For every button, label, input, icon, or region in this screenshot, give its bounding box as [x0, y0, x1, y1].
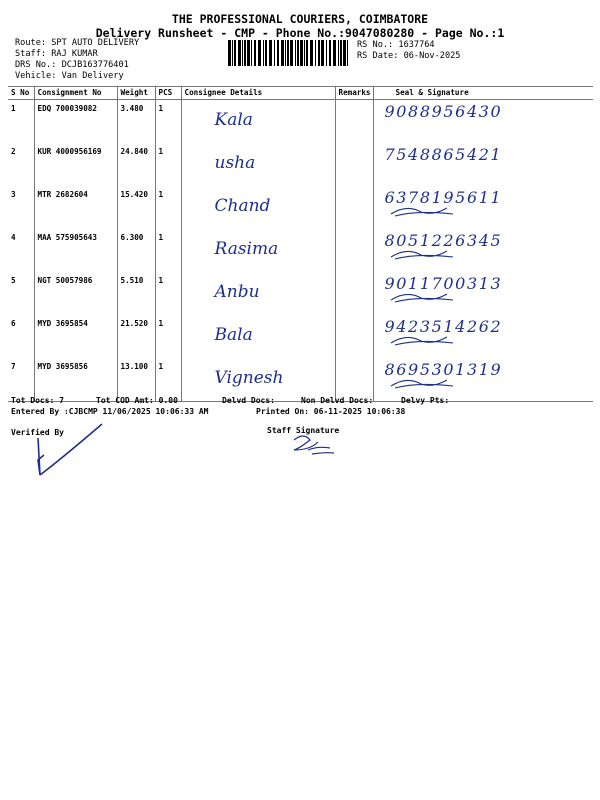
- barcode-bar: [232, 40, 233, 66]
- barcode-bar: [242, 40, 243, 66]
- row-consignee-signature-cell: [181, 100, 335, 144]
- table-row: [8, 315, 593, 358]
- table-row: [8, 229, 593, 272]
- row-pcs: 1: [155, 358, 181, 402]
- row-pcs: 1: [155, 272, 181, 315]
- row-seal-phone-cell: [373, 315, 593, 358]
- barcode-bar: [295, 40, 296, 66]
- barcode-bar: [329, 40, 331, 66]
- vehicle-label: Vehicle: Van Delivery: [15, 71, 124, 81]
- rs-number: RS No.: 1637764: [357, 40, 435, 50]
- row-seal-phone: 9088956430: [384, 102, 503, 121]
- row-seal-phone-cell: [373, 143, 593, 186]
- barcode-bar: [318, 40, 320, 66]
- entered-by: Entered By :CJBCMP 11/06/2025 10:06:33 AM: [11, 407, 209, 416]
- barcode-bar: [274, 40, 275, 66]
- row-weight: 24.840: [117, 143, 155, 186]
- barcode-bar: [297, 40, 299, 66]
- row-consignment: EDQ 700039082: [34, 100, 117, 144]
- row-sno: 3: [8, 186, 34, 229]
- delvd-docs: Delvd Docs:: [222, 396, 275, 405]
- barcode-bar: [238, 40, 241, 66]
- row-seal-phone: 9011700313: [384, 274, 503, 293]
- rs-date: RS Date: 06-Nov-2025: [357, 51, 461, 61]
- barcode-bar: [277, 40, 279, 66]
- row-pcs: 1: [155, 143, 181, 186]
- table-row: [8, 272, 593, 315]
- row-seal-phone-cell: [373, 100, 593, 144]
- row-pcs: 1: [155, 315, 181, 358]
- barcode-bar: [304, 40, 305, 66]
- barcode-bar: [263, 40, 264, 66]
- row-pcs: 1: [155, 186, 181, 229]
- table-row: [8, 186, 593, 229]
- row-seal-phone-cell: [373, 186, 593, 229]
- col-seal: Seal & Signature: [373, 87, 593, 100]
- row-remarks: [335, 100, 373, 144]
- col-consignee: Consignee Details: [181, 87, 335, 100]
- barcode-bar: [343, 40, 346, 66]
- row-seal-phone: 6378195611: [384, 188, 503, 207]
- barcode-bar: [254, 40, 256, 66]
- tot-cod: Tot COD Amt: 0.00: [96, 396, 178, 405]
- barcode: [228, 40, 352, 66]
- row-sno: 4: [8, 229, 34, 272]
- barcode-bar: [321, 40, 324, 66]
- row-consignment: MYD 3695854: [34, 315, 117, 358]
- row-consignee-signature-cell: [181, 143, 335, 186]
- barcode-bar: [228, 40, 231, 66]
- barcode-bar: [340, 40, 342, 66]
- document-title: THE PROFESSIONAL COURIERS, COIMBATORE: [171, 12, 429, 26]
- row-consignee-signature: Chand: [214, 196, 271, 216]
- barcode-bar: [234, 40, 236, 66]
- row-sno: 2: [8, 143, 34, 186]
- row-consignee-signature: Bala: [214, 325, 253, 345]
- barcode-bar: [326, 40, 327, 66]
- row-consignee-signature-cell: [181, 315, 335, 358]
- row-remarks: [335, 315, 373, 358]
- row-consignee-signature-cell: [181, 186, 335, 229]
- row-sno: 7: [8, 358, 34, 402]
- row-consignee-signature: Kala: [214, 110, 253, 130]
- col-remarks: Remarks: [335, 87, 373, 100]
- barcode-bar: [333, 40, 336, 66]
- staff-label: Staff: RAJ KUMAR: [15, 49, 98, 59]
- col-weight: Weight: [117, 87, 155, 100]
- row-seal-phone: 8051226345: [384, 231, 503, 250]
- table-row: [8, 143, 593, 186]
- tot-docs: Tot Docs: 7: [11, 396, 64, 405]
- table-row: [8, 100, 593, 144]
- col-pcs: PCS: [155, 87, 181, 100]
- verified-signature: [30, 420, 110, 480]
- row-consignee-signature: Anbu: [214, 282, 260, 302]
- non-delvd-docs: Non Delvd Docs:: [301, 396, 374, 405]
- printed-on: Printed On: 06-11-2025 10:06:38: [256, 407, 406, 416]
- barcode-bar: [290, 40, 293, 66]
- route-label: Route: SPT AUTO DELIVERY: [15, 38, 140, 48]
- staff-signature-label: Staff Signature: [267, 426, 340, 435]
- barcode-bar: [265, 40, 267, 66]
- row-seal-phone: 8695301319: [384, 360, 503, 379]
- col-sno: S No: [8, 87, 34, 100]
- row-consignee-signature: Vignesh: [214, 368, 284, 388]
- row-remarks: [335, 229, 373, 272]
- barcode-bar: [244, 40, 246, 66]
- verified-by-label: Verified By: [11, 428, 64, 437]
- row-weight: 21.520: [117, 315, 155, 358]
- row-remarks: [335, 272, 373, 315]
- row-pcs: 1: [155, 229, 181, 272]
- row-consignment: MYD 3695856: [34, 358, 117, 402]
- row-seal-phone: 7548865421: [384, 145, 503, 164]
- barcode-bar: [310, 40, 313, 66]
- barcode-bar: [300, 40, 303, 66]
- delvy-pts: Delvy Pts:: [401, 396, 450, 405]
- row-consignment: KUR 4000956169: [34, 143, 117, 186]
- table-header-row: [8, 87, 593, 100]
- row-weight: 13.100: [117, 358, 155, 402]
- barcode-bar: [315, 40, 316, 66]
- row-weight: 5.510: [117, 272, 155, 315]
- barcode-bar: [251, 40, 252, 66]
- row-seal-phone-cell: [373, 358, 593, 402]
- barcode-bar: [281, 40, 284, 66]
- row-pcs: 1: [155, 100, 181, 144]
- barcode-bar: [258, 40, 261, 66]
- table-row: [8, 358, 593, 402]
- barcode-bar: [287, 40, 289, 66]
- row-seal-phone: 9423514262: [384, 317, 503, 336]
- row-consignee-signature-cell: [181, 358, 335, 402]
- row-seal-phone-cell: [373, 229, 593, 272]
- row-seal-phone-cell: [373, 272, 593, 315]
- row-consignment: MAA 575905643: [34, 229, 117, 272]
- row-weight: 6.300: [117, 229, 155, 272]
- row-sno: 5: [8, 272, 34, 315]
- runsheet-table: [8, 86, 593, 402]
- row-consignee-signature-cell: [181, 229, 335, 272]
- barcode-bar: [247, 40, 250, 66]
- barcode-bar: [269, 40, 272, 66]
- row-weight: 3.480: [117, 100, 155, 144]
- row-consignment: NGT 50057986: [34, 272, 117, 315]
- barcode-bar: [347, 40, 348, 66]
- col-consignment: Consignment No: [34, 87, 117, 100]
- row-sno: 1: [8, 100, 34, 144]
- row-consignee-signature-cell: [181, 272, 335, 315]
- document-subtitle: Delivery Runsheet - CMP - Phone No.:9047080280 - Page No.:1: [95, 26, 505, 40]
- row-consignee-signature: Rasima: [214, 239, 279, 259]
- staff-signature: [290, 428, 350, 458]
- row-consignee-signature: usha: [214, 153, 256, 173]
- row-remarks: [335, 358, 373, 402]
- drs-label: DRS No.: DCJB163776401: [15, 60, 129, 70]
- barcode-bar: [285, 40, 286, 66]
- row-sno: 6: [8, 315, 34, 358]
- row-remarks: [335, 186, 373, 229]
- barcode-bar: [306, 40, 308, 66]
- row-weight: 15.420: [117, 186, 155, 229]
- row-remarks: [335, 143, 373, 186]
- row-consignment: MTR 2682604: [34, 186, 117, 229]
- barcode-bar: [338, 40, 339, 66]
